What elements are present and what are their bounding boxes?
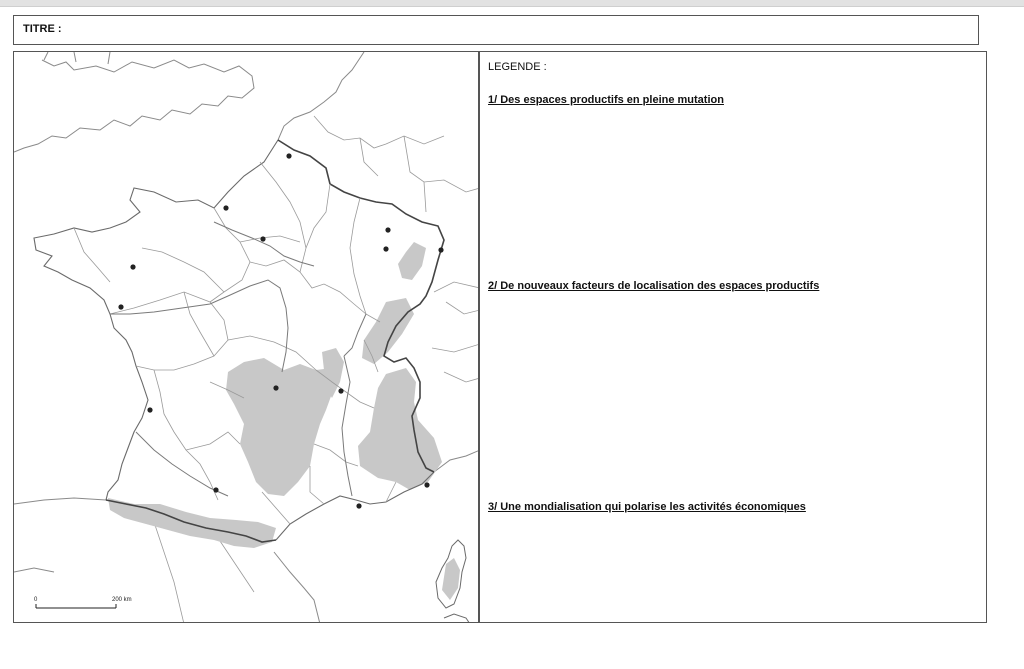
city-nantes — [118, 304, 123, 309]
uk-coastline-north — [44, 52, 110, 64]
title-label: TITRE : — [23, 23, 62, 35]
river-rhone — [342, 356, 352, 496]
relief-massif-central — [226, 358, 334, 496]
legend-section-3: 3/ Une mondialisation qui polarise les activités économiques — [488, 501, 806, 513]
sardinia-outline — [444, 614, 470, 623]
relief-alps — [358, 368, 442, 490]
relief-vosges — [398, 242, 426, 280]
river-seine — [214, 222, 314, 266]
legend-section-1: 1/ Des espaces productifs en pleine mutation — [488, 94, 724, 106]
scale-end-label: 200 km — [112, 597, 132, 603]
france-map — [14, 52, 479, 623]
browser-top-bar — [0, 0, 1024, 7]
scale-bar — [36, 604, 116, 608]
city-paris — [260, 236, 265, 241]
benelux-coastline — [278, 52, 364, 140]
city-lille — [286, 153, 291, 158]
city-strasbourg — [438, 247, 443, 252]
scale-start-label: 0 — [34, 597, 38, 603]
map-panel — [13, 51, 479, 623]
river-saone — [344, 314, 366, 356]
uk-coastline — [14, 60, 254, 152]
city-metz — [385, 227, 390, 232]
region-borders — [74, 162, 396, 524]
river-loire — [110, 280, 288, 372]
relief-jura — [362, 298, 414, 364]
city-marseille — [356, 503, 361, 508]
city-clermont — [273, 385, 278, 390]
title-box[interactable] — [13, 15, 979, 45]
relief-areas — [108, 242, 460, 600]
city-lyon — [338, 388, 343, 393]
city-rennes — [130, 264, 135, 269]
switzerland-lines — [432, 282, 479, 382]
legend-heading: LEGENDE : — [488, 61, 547, 73]
city-nice — [424, 482, 429, 487]
city-bordeaux — [147, 407, 152, 412]
city-nancy — [383, 246, 388, 251]
legend-section-2: 2/ De nouveaux facteurs de localisation des espaces productifs — [488, 280, 820, 292]
benelux-internal — [314, 116, 479, 212]
city-toulouse — [213, 487, 218, 492]
legend-panel — [479, 51, 987, 623]
city-rouen — [223, 205, 228, 210]
